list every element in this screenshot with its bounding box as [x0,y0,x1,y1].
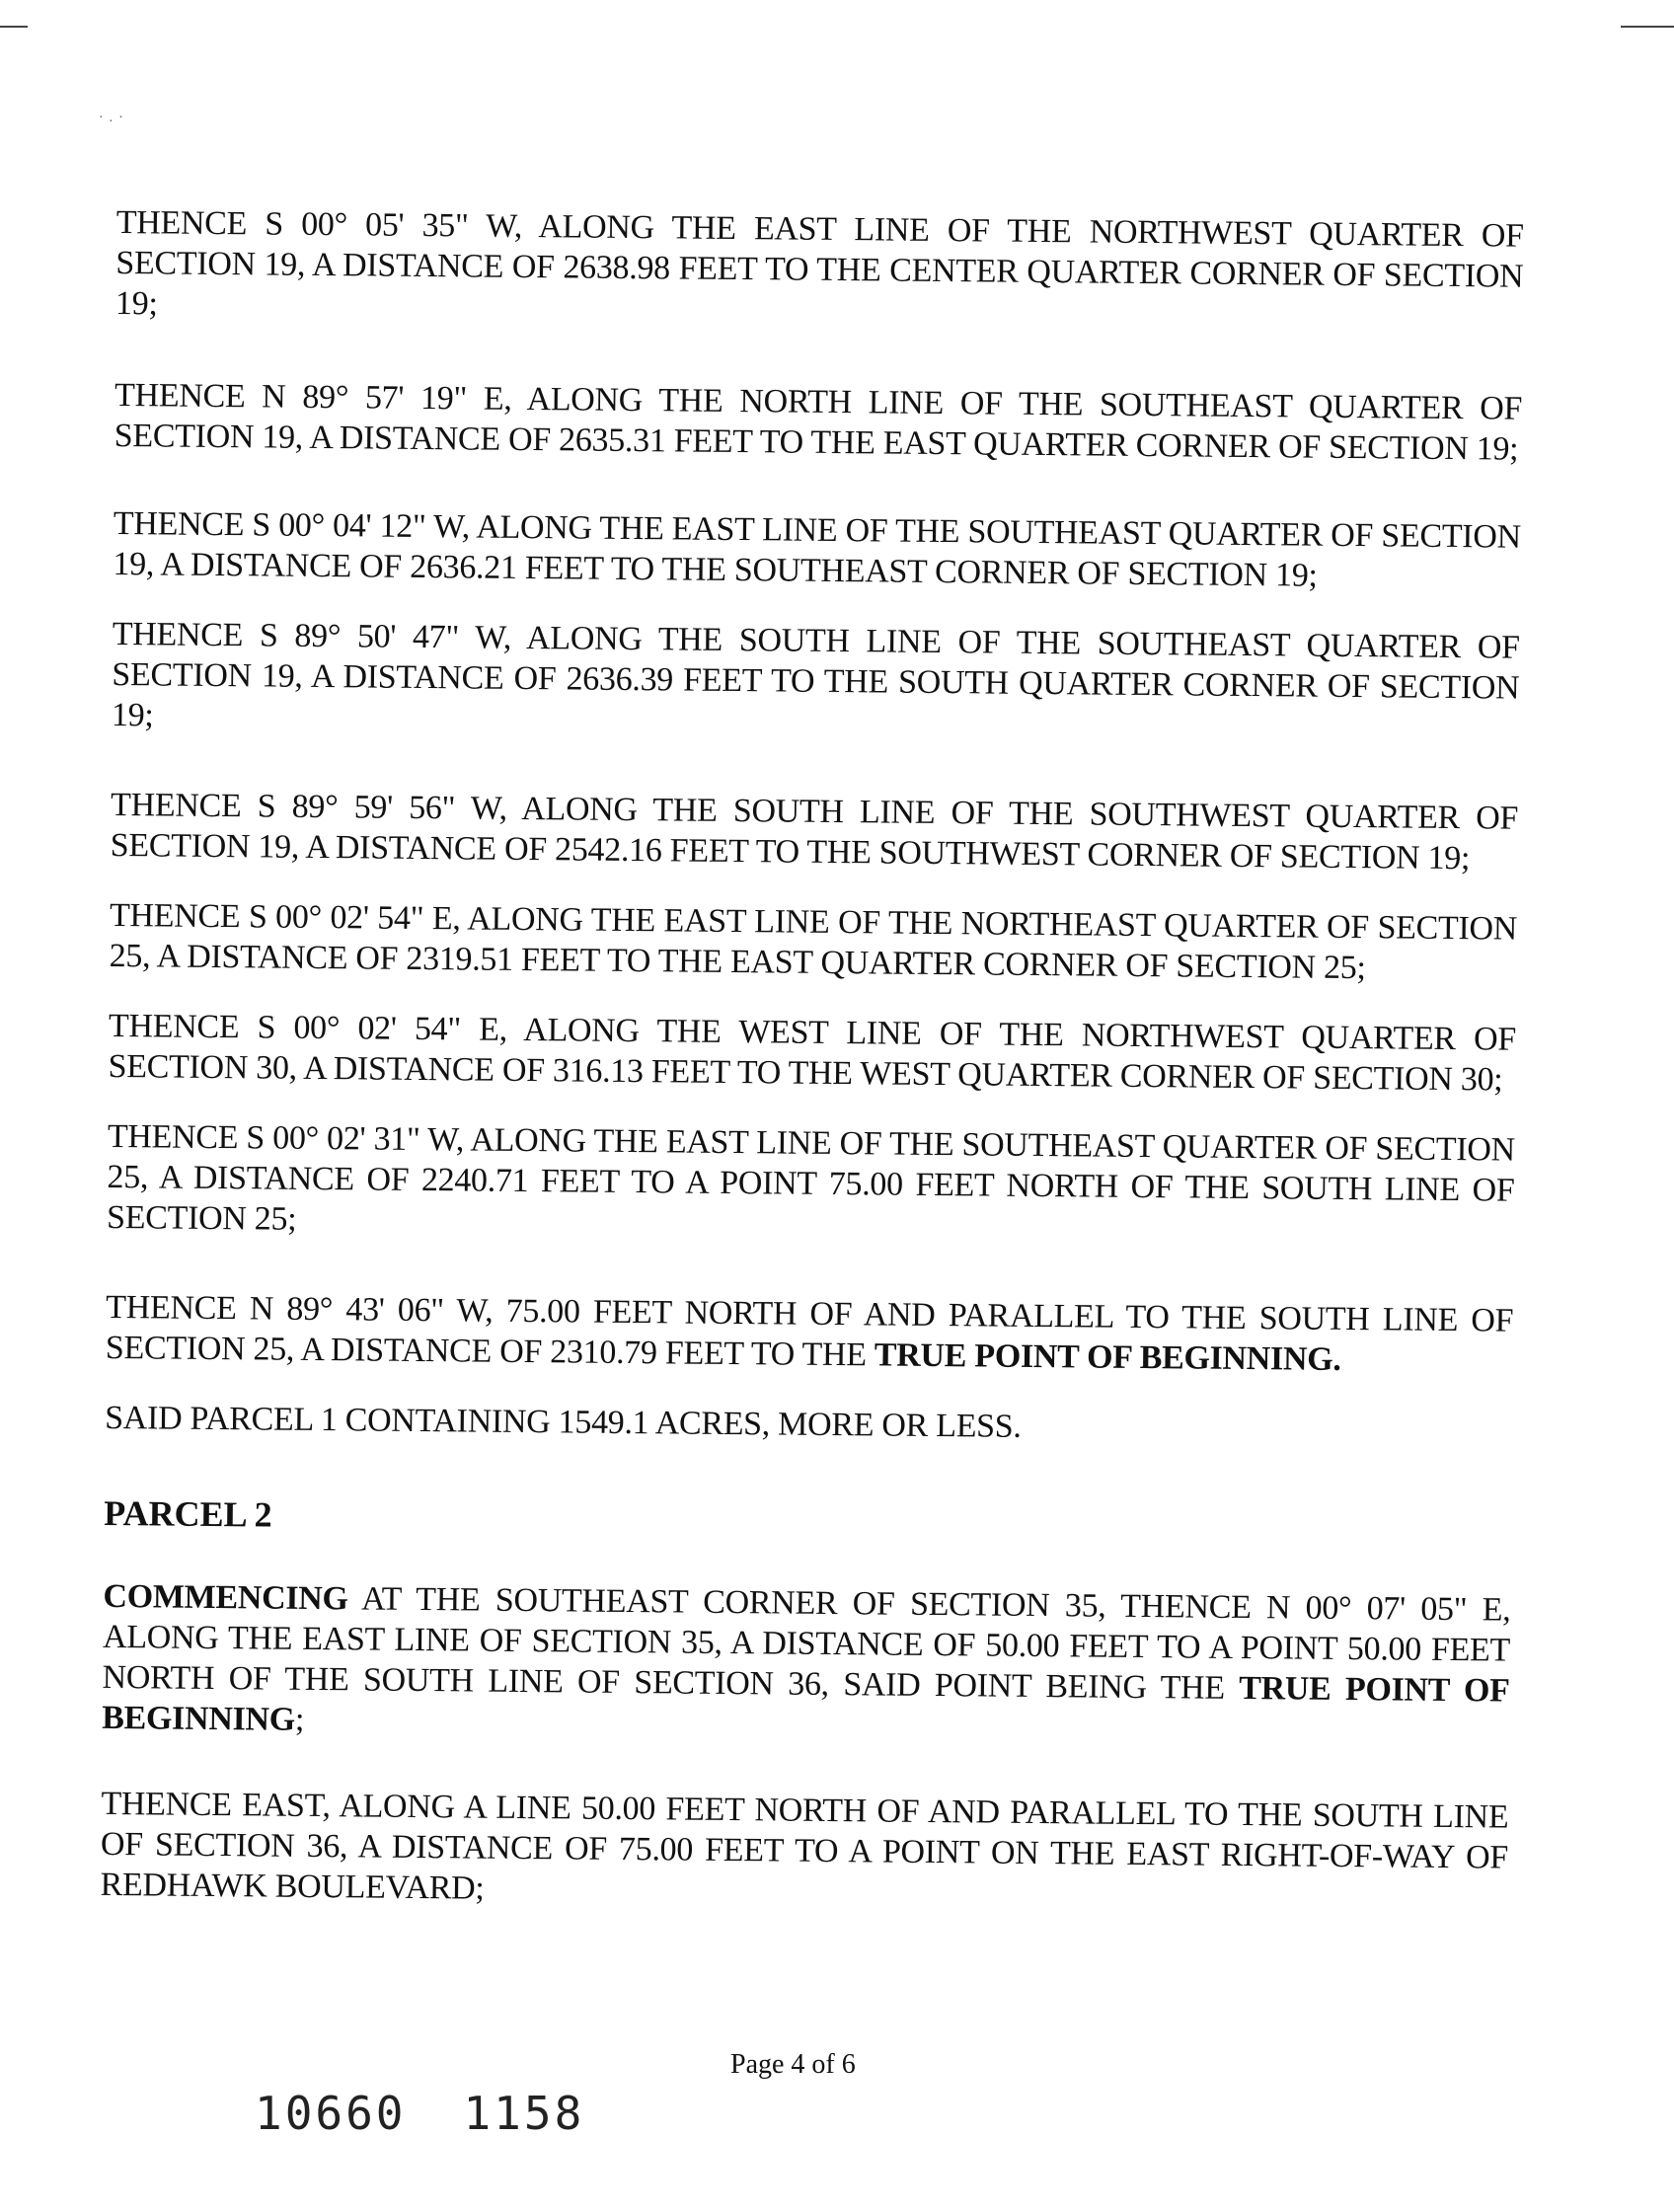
true-point-of-beginning: TRUE POINT OF BEGINNING. [874,1336,1341,1378]
paragraph-7: THENCE S 00° 02' 54" E, ALONG THE WEST LINE OF THE NORTHWEST QUARTER OF SECTION 30, A DISTANCE OF 316.13 FEET TO THE WEST QUARTER CORNER OF SECTION 30; [108,1007,1517,1099]
commencing-text: AT THE SOUTHEAST CORNER OF SECTION 35, THENCE N 00° 07' 05" E, ALONG THE EAST LINE OF SECTION 35, A DISTANCE OF 50.00 FEET TO A POINT 50.00 FEET NORTH OF THE SOUTH LINE OF SECTION 36, SAID POINT BEING THE [102,1580,1511,1707]
stamp-book-number: 10660 [255,2087,407,2140]
paragraph-6: THENCE S 00° 02' 54" E, ALONG THE EAST LINE OF THE NORTHEAST QUARTER OF SECTION 25, A DISTANCE OF 2319.51 FEET TO THE EAST QUARTER CORNER OF SECTION 25; [109,896,1518,987]
paragraph-commencing [102,1576,1511,1752]
paragraph-redhawk: THENCE EAST, ALONG A LINE 50.00 FEET NORTH OF AND PARALLEL TO THE SOUTH LINE OF SECTION 36, A DISTANCE OF 75.00 FEET TO A POINT ON THE EAST RIGHT-OF-WAY OF REDHAWK BOULEVARD; [100,1785,1509,1907]
scan-edge-mark-right [1621,26,1674,28]
paragraph-5: THENCE S 89° 59' 56" W, ALONG THE SOUTH LINE OF THE SOUTHWEST QUARTER OF SECTION 19, A DISTANCE OF 2542.16 FEET TO THE SOUTHWEST CORNER OF SECTION 19; [110,786,1519,877]
page-number: Page 4 of 6 [730,2049,856,2080]
paragraph-2: THENCE N 89° 57' 19" E, ALONG THE NORTH LINE OF THE SOUTHEAST QUARTER OF SECTION 19, A DISTANCE OF 2635.31 FEET TO THE EAST QUARTER CORNER OF SECTION 19; [114,376,1523,468]
commencing-label: COMMENCING [103,1577,348,1618]
parcel-1-acreage: SAID PARCEL 1 CONTAINING 1549.1 ACRES, MORE OR LESS. [105,1399,1022,1445]
paragraph-4: THENCE S 89° 50' 47" W, ALONG THE SOUTH LINE OF THE SOUTHEAST QUARTER OF SECTION 19, A DISTANCE OF 2636.39 FEET TO THE SOUTH QUARTER CORNER OF SECTION 19; [111,615,1520,734]
parcel-2-heading: PARCEL 2 [104,1492,272,1535]
paragraph-8: THENCE S 00° 02' 31" W, ALONG THE EAST LINE OF THE SOUTHEAST QUARTER OF SECTION 25, A DISTANCE OF 2240.71 FEET TO A POINT 75.00 FEET NORTH OF THE SOUTH LINE OF SECTION 25; [106,1117,1516,1238]
paragraph-1: THENCE S 00° 05' 35" W, ALONG THE EAST LINE OF THE NORTHWEST QUARTER OF SECTION 19, A DISTANCE OF 2638.98 FEET TO THE CENTER QUARTER CORNER OF SECTION 19; [114,203,1524,323]
commencing-tail: ; [294,1701,305,1738]
paragraph-9-text: THENCE N 89° 43' 06" W, 75.00 FEET NORTH OF AND PARALLEL TO THE SOUTH LINE OF SECTION 25, A DISTANCE OF 2310.79 FEET TO THE [105,1288,1514,1374]
scan-edge-mark-left [0,26,28,28]
scan-specks: ·.· [99,111,129,125]
stamp-page-number: 1158 [463,2087,585,2140]
parcel-2-true-point-of-beginning: TRUE POINT OF BEGINNING [102,1669,1510,1738]
paragraph-3: THENCE S 00° 04' 12" W, ALONG THE EAST LINE OF THE SOUTHEAST QUARTER OF SECTION 19, A DISTANCE OF 2636.21 FEET TO THE SOUTHEAST CORNER OF SECTION 19; [113,504,1521,594]
recording-stamp [255,2087,584,2140]
legal-description-body [100,202,1523,1919]
paragraph-9 [106,1287,1514,1382]
